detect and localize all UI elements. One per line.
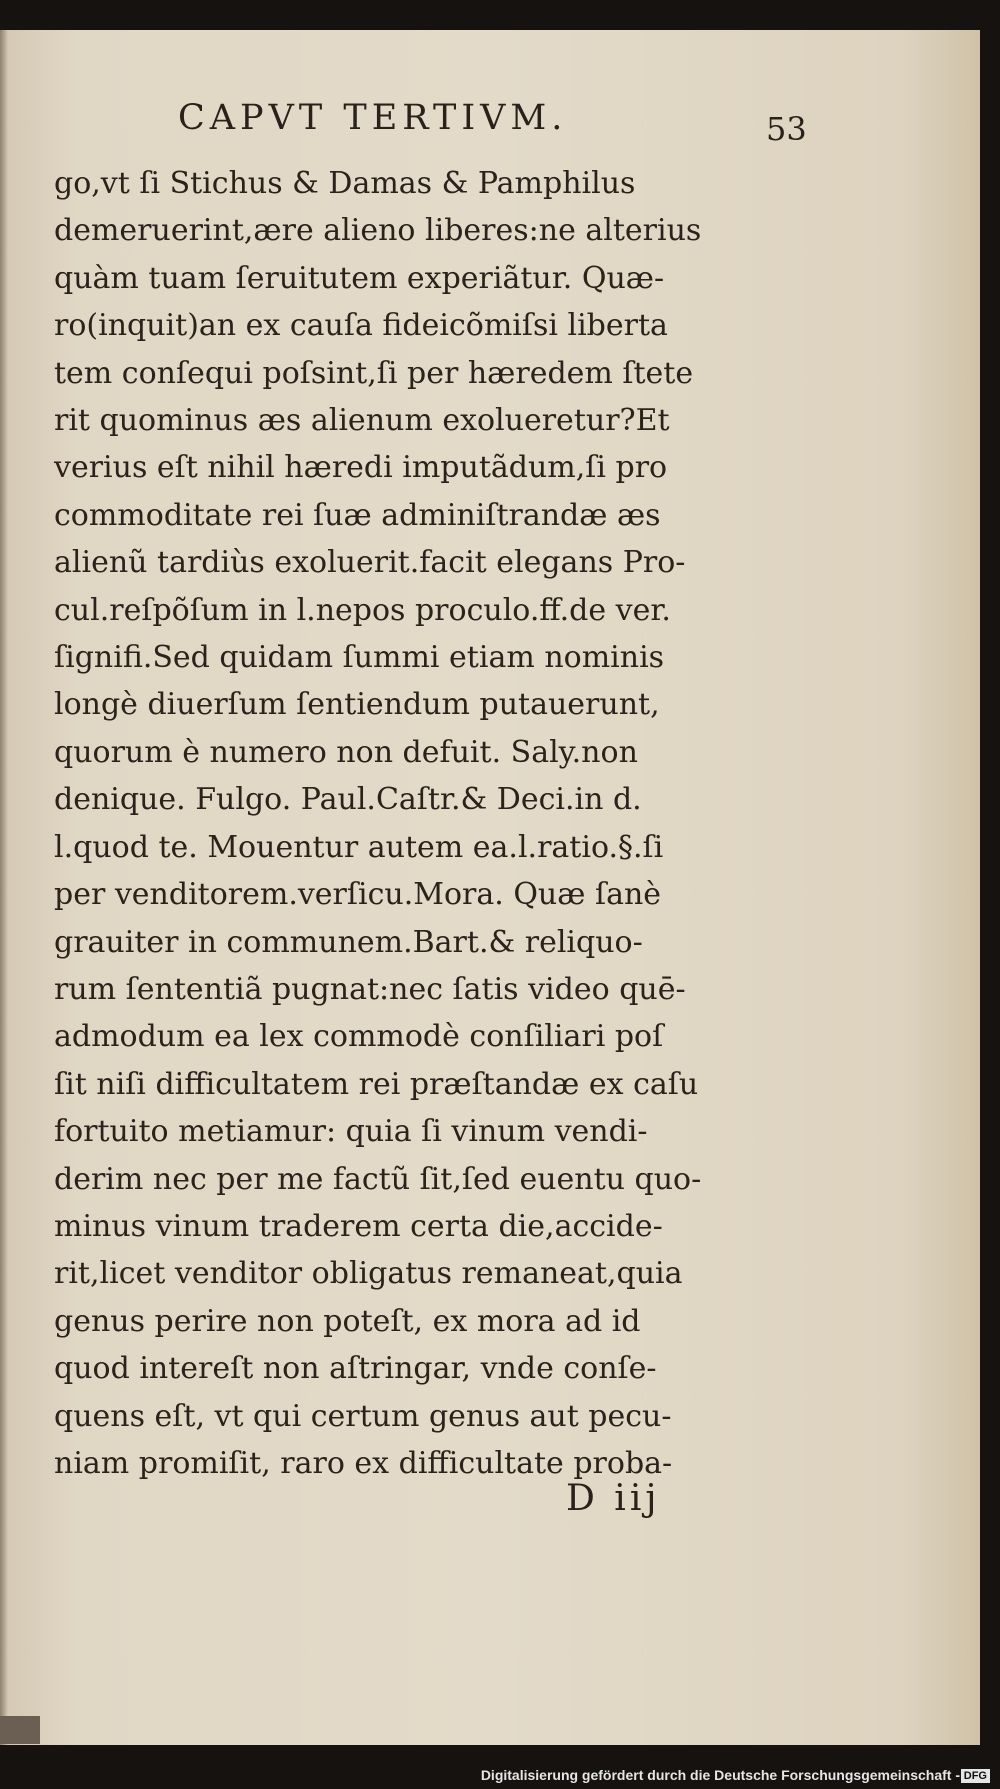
text-line: longè diuerſum ſentiendum putauerunt, <box>54 687 660 723</box>
page-gutter-shadow <box>0 30 8 1745</box>
text-line: minus vinum traderem certa die,accide- <box>54 1208 663 1244</box>
text-line: derim nec per me factũ ſit,ſed euentu quo- <box>54 1161 702 1197</box>
text-line: verius eſt nihil hæredi imputãdum,ſi pro <box>54 450 668 486</box>
digitization-credit: Digitalisierung gefördert durch die Deutsche Forschungsgemeinschaft - <box>480 1767 960 1783</box>
signature-mark: D iij <box>566 1478 661 1519</box>
text-line: niam promiſit, raro ex difficultate proba- <box>54 1445 673 1481</box>
running-title: CAPVT TERTIVM. <box>178 98 568 138</box>
text-line: quens eſt, vt qui certum genus aut pecu- <box>54 1398 672 1434</box>
text-line: ro(inquit)an ex cauſa fideicõmiſsi liberta <box>54 308 668 344</box>
text-line: ſit niſi difficultatem rei præſtandæ ex caſu <box>54 1066 699 1102</box>
text-line: l.quod te. Mouentur autem ea.l.ratio.§.ſi <box>54 829 664 865</box>
body-text <box>54 160 794 1487</box>
text-line: ſignifi.Sed quidam ſummi etiam nominis <box>54 640 665 676</box>
dfg-logo: DFG <box>961 1769 990 1783</box>
page-number: 53 <box>766 110 807 148</box>
text-line: genus perire non poteſt, ex mora ad id <box>54 1303 641 1339</box>
text-line: admodum ea lex commodè conſiliari poſ <box>54 1019 664 1055</box>
text-line: fortuito metiamur: quia ſi vinum vendi- <box>54 1114 648 1150</box>
text-line: rit quominus æs alienum exolueretur?Et <box>54 403 670 439</box>
text-line: quorum è numero non defuit. Saly.non <box>54 734 638 770</box>
text-line: grauiter in communem.Bart.& reliquo- <box>54 924 643 960</box>
text-line: commoditate rei ſuæ adminiſtrandæ æs <box>54 497 661 533</box>
text-line: rit,licet venditor obligatus remaneat,quia <box>54 1256 683 1292</box>
text-line: quàm tuam ſeruitutem experiãtur. Quæ- <box>54 260 665 296</box>
text-line: cul.reſpõſum in l.nepos proculo.ff.de ver. <box>54 592 671 628</box>
text-line: per venditorem.verſicu.Mora. Quæ ſanè <box>54 877 662 913</box>
text-line: denique. Fulgo. Paul.Caſtr.& Deci.in d. <box>54 782 642 818</box>
text-line: alienũ tardiùs exoluerit.facit elegans Pro- <box>54 545 686 581</box>
text-line: demeruerint,ære alieno liberes:ne alterius <box>54 213 702 249</box>
text-line: tem conſequi poſsint,ſi per hæredem ſtete <box>54 355 694 391</box>
text-line: quod intereſt non aſtringar, vnde conſe- <box>54 1351 657 1387</box>
text-line: rum ſententiã pugnat:nec ſatis video quē- <box>54 971 686 1007</box>
text-line: go,vt ſi Stichus & Damas & Pamphilus <box>54 166 636 201</box>
scan-corner-mark <box>0 1716 40 1744</box>
